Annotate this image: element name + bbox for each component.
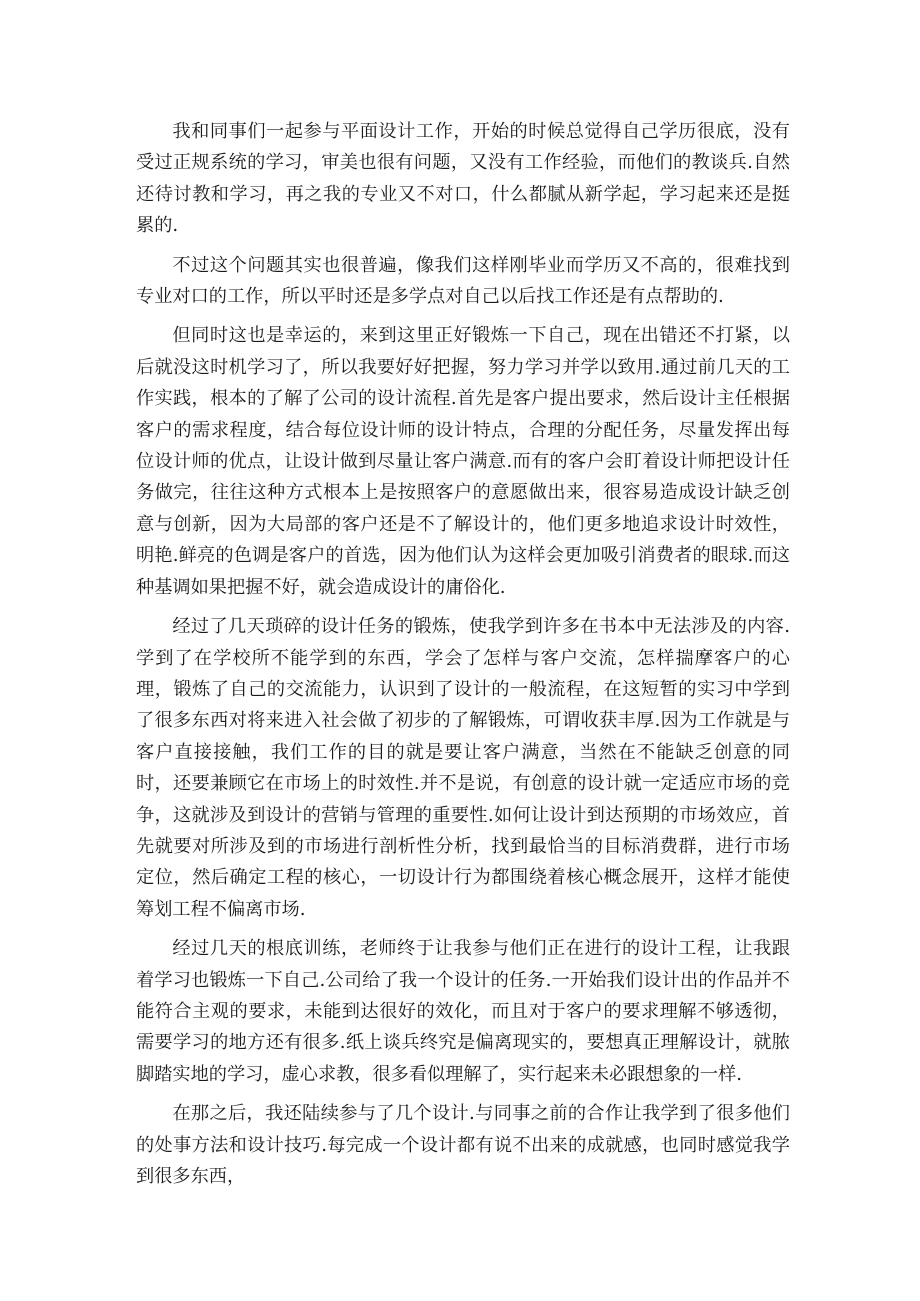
paragraph-4: 经过了几天琐碎的设计任务的锻炼，使我学到许多在书本中无法涉及的内容.学到了在学校所不能学到的东西，学会了怎样与客户交流，怎样揣摩客户的心理，锻炼了自己的交流能力，认识到了设计的一般流程，在这短暂的实习中学到了很多东西对将来进入社会做了初步的了解锻炼，可谓收获丰厚.因为工作就是与客户直接接触，我们工作的目的就是要让客户满意，当然在不能缺乏创意的同时，还要兼顾它在市场上的时效性.并不是说，有创意的设计就一定适应市场的竞争，这就涉及到设计的营销与管理的重要性.如何让设计到达预期的市场效应，首先就要对所涉及到的市场进行剖析性分析，找到最恰当的目标消费群，进行市场定位，然后确定工程的核心，一切设计行为都围绕着核心概念展开，这样才能使筹划工程不偏离市场. <box>136 616 790 920</box>
paragraph-2: 不过这个问题其实也很普遍，像我们这样刚毕业而学历又不高的，很难找到专业对口的工作，所以平时还是多学点对自己以后找工作还是有点帮助的. <box>136 254 790 308</box>
paragraph-3: 但同时这也是幸运的，来到这里正好锻炼一下自己，现在出错还不打紧，以后就没这时机学习了，所以我要好好把握，努力学习并学以致用.通过前几天的工作实践，根本的了解了公司的设计流程.首先是客户提出要求，然后设计主任根据客户的需求程度，结合每位设计师的设计特点，合理的分配任务，尽量发挥出每位设计师的优点，让设计做到尽量让客户满意.而有的客户会盯着设计师把设计任务做完，往往这种方式根本上是按照客户的意愿做出来，很容易造成设计缺乏创意与创新，因为大局部的客户还是不了解设计的，他们更多地追求设计时效性，明艳.鲜亮的色调是客户的首选，因为他们认为这样会更加吸引消费者的眼球.而这种基调如果把握不好，就会造成设计的庸俗化. <box>136 325 790 598</box>
paragraph-6: 在那之后，我还陆续参与了几个设计.与同事之前的合作让我学到了很多他们的处事方法和设计技巧.每完成一个设计都有说不出来的成就感，也同时感觉我学到很多东西， <box>136 1103 790 1187</box>
paragraph-5: 经过几天的根底训练，老师终于让我参与他们正在进行的设计工程，让我跟着学习也锻炼一下自己.公司给了我一个设计的任务.一开始我们设计出的作品并不能符合主观的要求，未能到达很好的效化，而且对于客户的要求理解不够透彻，需要学习的地方还有很多.纸上谈兵终究是偏离现实的，要想真正理解设计，就脓脚踏实地的学习，虚心求教，很多看似理解了，实行起来未必跟想象的一样. <box>136 938 790 1085</box>
document-body <box>136 116 790 1200</box>
paragraph-1: 我和同事们一起参与平面设计工作，开始的时候总觉得自己学历很底，没有受过正规系统的学习，审美也很有问题，又没有工作经验，而他们的教谈兵.自然还待讨教和学习，再之我的专业又不对口，什么都腻从新学起，学习起来还是挺累的. <box>136 121 790 237</box>
